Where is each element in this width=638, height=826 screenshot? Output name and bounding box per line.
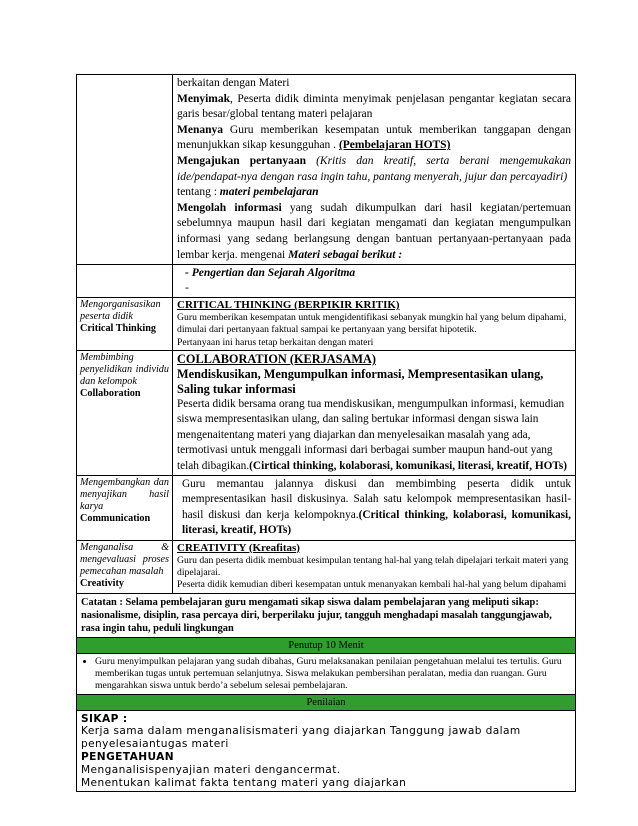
pengetahuan-line: Menentukan kalimat fakta tentang materi yang diajarkan <box>81 776 407 789</box>
collab-stage-label: Membimbing penyelidikan individu dan kelompok <box>80 352 169 388</box>
penilaian-title: Penilaian <box>306 696 346 708</box>
critical-note: Pertanyaan ini harus tetap berkaitan dengan materi <box>177 336 374 348</box>
penilaian-heading-band <box>77 695 575 711</box>
menanya-hots: (Pembelajaran HOTS) <box>338 139 451 152</box>
creativity-row <box>77 541 575 594</box>
communication-row <box>77 476 575 541</box>
comm-content-cell <box>173 476 575 540</box>
mengolah-paragraph <box>177 201 571 263</box>
activity-description-cell <box>173 75 575 264</box>
penilaian-content-row <box>77 711 575 792</box>
comm-body <box>182 477 571 539</box>
penutup-content-row <box>77 654 575 695</box>
critical-skill-label: Critical Thinking <box>80 323 156 335</box>
creativity-stage-label: Menganalisa & mengevaluasi proses pemecahan masalah <box>80 541 169 577</box>
topic-item-empty: - <box>185 282 189 295</box>
critical-heading: CRITICAL THINKING (BERPIKIR KRITIK) <box>177 299 400 312</box>
menanya-paragraph <box>177 123 571 154</box>
topic-list-cell <box>173 265 575 297</box>
critical-paragraph: Guru memberikan kesempatan untuk mengidentifikasi sebanyak mungkin hal yang belum dipahami, dimulai dari pertanyaan faktual sampai ke pertanyaan yang bersifat hipotetik. <box>177 312 567 336</box>
penutup-title: Penutup 10 Menit <box>288 639 364 651</box>
comm-body-tags: (Critical thinking, kolaborasi, komunikasi, literasi, kreatif, HOTs) <box>182 508 571 537</box>
penutup-bullet: • Guru menyimpulkan pelajaran yang sudah dibahas, Guru melaksanakan penilaian pengetahuan melalui tes tertulis. Guru memberikan tugas untuk pertemuan selanjutnya. Siswa melakukan pembersihan peralatan, media dan ruangan. Guru mengarahkan siswa untuk berdo’a sebelum selesai pembelajaran. <box>95 656 571 692</box>
menyimak-paragraph <box>177 92 571 123</box>
lesson-plan-table <box>76 74 576 792</box>
creativity-paragraph: Guru dan peserta didik membuat kesimpulan tentang hal-hal yang telah dipelajari terkait materi yang dipelajarai. <box>177 554 569 578</box>
catatan-text: Catatan : Selama pembelajaran guru mengamati sikap siswa dalam pembelajaran yang meliputi sikap: nasionalisme, disiplin, rasa percaya diri, berperilaku jujur, tangguh menghadapi masalah tanggungjawab, rasa ingin tahu, peduli lingkungan <box>81 596 552 634</box>
creativity-skill-label: Creativity <box>80 577 124 589</box>
topic-item: - Pengertian dan Sejarah Algoritma <box>185 267 356 280</box>
critical-stage-label: Mengorganisasikan peserta didik <box>80 299 161 323</box>
menyimak-text: , Peserta didik diminta menyimak penjelasan pengantar kegiatan secara garis besar/global tentang materi pelajaran <box>177 92 571 121</box>
collab-content-cell <box>173 351 575 475</box>
creativity-note: Peserta didik kemudian diberi kesempatan untuk menanyakan kembali hal-hal yang belum dipahami <box>177 579 567 591</box>
sikap-label: SIKAP : <box>81 712 128 725</box>
catatan-row <box>77 594 575 638</box>
tentang-line <box>177 185 571 201</box>
tentang-value: materi pembelajaran <box>219 186 319 199</box>
collab-skill-label: Collaboration <box>80 388 141 400</box>
left-cell-empty <box>77 265 173 297</box>
menanya-label: Menanya <box>177 123 223 136</box>
menanya-text: Guru memberikan kesempatan untuk memberikan tanggapan dengan menunjukkan sikap kesungguhan . <box>177 123 571 152</box>
critical-thinking-row <box>77 298 575 351</box>
sikap-line: Kerja sama dalam menganalisismateri yang diajarkan Tanggung jawab dalam <box>81 725 521 738</box>
mengolah-tail: Materi sebagai berikut : <box>288 248 403 261</box>
mengajukan-label: Mengajukan pertanyaan <box>177 154 306 167</box>
tentang-prefix: tentang : <box>177 186 220 199</box>
pengetahuan-line: Menganalisispenyajian materi dengancermat. <box>81 763 341 776</box>
left-cell-empty <box>77 75 173 264</box>
mengajukan-text: (Kritis dan kreatif, serta berani mengemukakan ide/pendapat-nya dengan rasa ingin tahu, pantang menyerah, jujur dan percayadiri) <box>177 154 571 183</box>
collab-body-tags: (Cirtical thinking, kolaborasi, komunikasi, literasi, kreatif, HOTs) <box>249 459 568 472</box>
comm-left-cell <box>77 476 173 540</box>
mengolah-text: yang sudah dikumpulkan dari hasil kegiatan/pertemuan sebelumnya maupun hasil dari kegiatan mengamati dan kegiatan mengumpulkan informasi yang sedang berlangsung dengan bantuan pertanyaan-pertanyaan pada lembar kerja. mengenai <box>177 201 571 261</box>
collab-heading: COLLABORATION (KERJASAMA) <box>177 352 376 367</box>
comm-stage-label: Mengembangkan dan menyajikan hasil karya <box>80 477 169 513</box>
creativity-heading: CREATIVITY (Kreafitas) <box>177 541 300 554</box>
activity-row-intro <box>77 75 575 265</box>
penutup-heading-band <box>77 638 575 654</box>
pengetahuan-label: PENGETAHUAN <box>81 750 175 763</box>
comm-skill-label: Communication <box>80 513 151 525</box>
creativity-content-cell <box>173 541 575 593</box>
collab-left-cell <box>77 351 173 475</box>
mengajukan-paragraph <box>177 154 571 185</box>
critical-left-cell <box>77 298 173 350</box>
mengolah-label: Mengolah informasi <box>177 201 282 214</box>
penutup-list <box>81 656 571 692</box>
comm-body-text: Guru memantau jalannya diskusi dan membimbing peserta didik untuk mempresentasikan hasil diskusinya. Salah satu kelompok mempresentasikan hasil-hasil diskusi dan kerja kelompoknya. <box>182 478 571 521</box>
creativity-left-cell <box>77 541 173 593</box>
collab-body <box>177 397 571 474</box>
sikap-line: penyelesaiantugas materi <box>81 738 229 751</box>
collab-subheading: Mendiskusikan, Mengumpulkan informasi, Mempresentasikan ulang, Saling tukar informasi <box>177 367 544 397</box>
collaboration-row <box>77 351 575 476</box>
critical-content-cell <box>173 298 575 350</box>
menyimak-label: Menyimak <box>177 92 231 105</box>
topic-list-row <box>77 265 575 298</box>
intro-line: berkaitan dengan Materi <box>177 77 290 89</box>
collab-body-text: Peserta didik bersama orang tua mendiskusikan, mengumpulkan informasi, kemudian siswa mempresentasikan ulang, dan saling bertukar informasi dengan siswa lain mengenaitentang materi yang diajarkan dan menyelesaikan masalah yang ada, termotivasi untuk menggali informasi dari berbagai sumber maupun hand-out yang telah dibagikan. <box>177 398 565 472</box>
